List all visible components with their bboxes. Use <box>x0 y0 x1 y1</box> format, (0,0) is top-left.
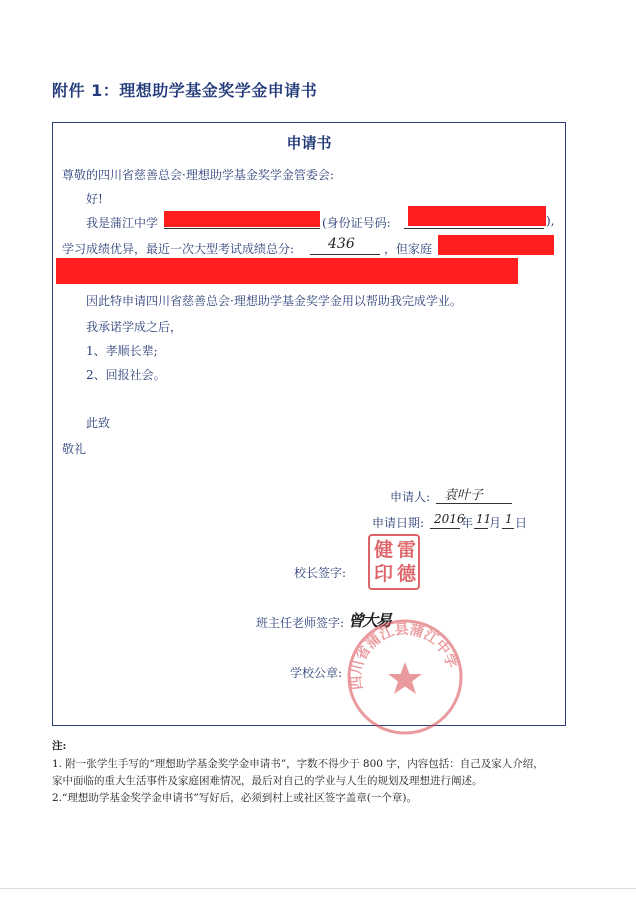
stamp-char-4: 印 <box>374 563 394 585</box>
note-item-1-line-1: 1. 附一张学生手写的“理想助学基金奖学金申请书”，字数不得少于 800 字，内容包括：自己及家人介绍， <box>52 758 544 770</box>
score-label: 学习成绩优异，最近一次大型考试成绩总分: <box>62 242 295 256</box>
redaction-name <box>164 211 320 227</box>
applicant-label: 申请人: <box>390 490 431 504</box>
stamp-char-2: 德 <box>397 563 417 585</box>
family-label: ，但家庭 <box>384 242 433 256</box>
seal-star-icon <box>388 662 422 694</box>
score-underline <box>310 254 380 255</box>
principal-name-stamp <box>368 534 420 590</box>
date-day: 1 <box>505 512 513 526</box>
id-underline <box>404 228 544 229</box>
teacher-signature-label: 班主任老师签字: <box>256 616 345 630</box>
date-day-unit: 日 <box>515 516 528 530</box>
date-day-underline <box>502 528 514 529</box>
salutation: 尊敬的四川省慈善总会·理想助学基金奖学金管委会: <box>62 168 334 182</box>
redaction-family-2 <box>56 258 518 284</box>
note-item-1-line-2: 家中面临的重大生活事件及家庭困难情况，最后对自己的学业与人生的规划及理想进行阐述。 <box>52 775 483 787</box>
score-handwritten: 436 <box>328 236 355 252</box>
request-sentence: 因此特申请四川省慈善总会·理想助学基金奖学金用以帮助我完成学业。 <box>86 294 462 308</box>
date-month: 11 <box>476 512 492 526</box>
school-intro: 我是蒲江中学 <box>86 216 159 230</box>
greeting: 好! <box>86 192 103 206</box>
school-seal-text: 四川省蒲江县蒲江中学 <box>348 621 460 691</box>
id-close: ), <box>546 214 555 228</box>
teacher-signature: 曾大易 <box>348 611 391 630</box>
redaction-id-number <box>408 206 546 226</box>
notes-title: 注: <box>52 740 67 752</box>
school-seal <box>346 618 464 736</box>
attachment-heading: 附件 1：理想助学基金奖学金申请书 <box>52 81 318 100</box>
date-year: 2016 <box>434 512 465 526</box>
principal-signature-label: 校长签字: <box>294 566 347 580</box>
applicant-underline <box>436 503 512 504</box>
page-bottom-rule <box>0 888 636 889</box>
stamp-char-1: 雷 <box>397 539 417 561</box>
closing-jing-li: 敬礼 <box>62 442 87 456</box>
applicant-signature: 袁叶子 <box>444 488 484 503</box>
date-month-unit: 月 <box>489 516 502 530</box>
redaction-family-1 <box>438 235 554 255</box>
stamp-char-3: 健 <box>374 539 394 561</box>
school-seal-label: 学校公章: <box>290 666 343 680</box>
date-label: 申请日期: <box>372 516 425 530</box>
form-title: 申请书 <box>286 134 332 152</box>
promise-intro: 我承诺学成之后， <box>86 320 183 334</box>
note-item-2: 2.“理想助学基金奖学金申请书”写好后，必须到村上或社区签字盖章(一个章)。 <box>52 792 417 804</box>
promise-item-2: 2、回报社会。 <box>86 368 166 382</box>
promise-item-1: 1、孝顺长辈; <box>86 344 158 358</box>
closing-ci-zhi: 此致 <box>86 416 111 430</box>
date-month-underline <box>474 528 488 529</box>
id-number-label: (身份证号码: <box>322 216 391 230</box>
date-year-unit: 年 <box>461 516 474 530</box>
date-year-underline <box>430 528 460 529</box>
name-underline <box>164 228 320 229</box>
